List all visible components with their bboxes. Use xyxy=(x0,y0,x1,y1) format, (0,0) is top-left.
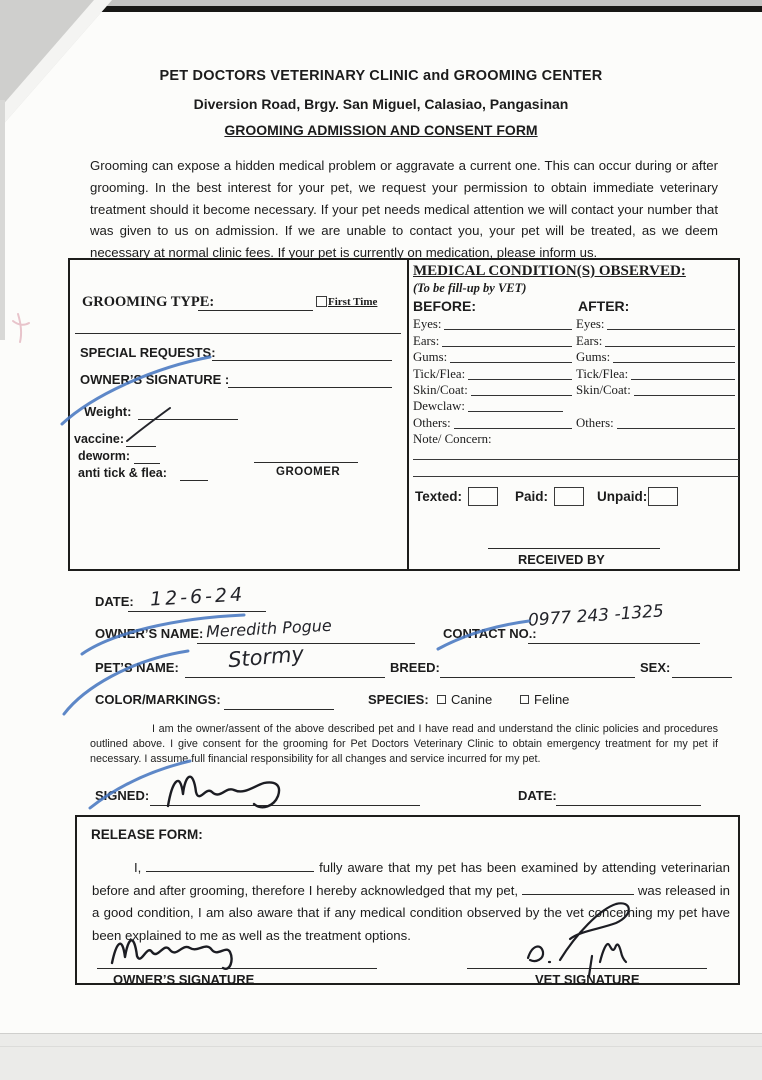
release-form-paragraph xyxy=(92,857,730,947)
medical-row-ears xyxy=(413,332,739,348)
paid-checkbox[interactable] xyxy=(554,487,584,506)
before-skincoat-field[interactable] xyxy=(471,395,572,396)
release-text-part3: was released in a good condition, I am also aware that if any medical condition observed by the vet concerning my pet have been explained to me as well as the treatment options. xyxy=(92,882,730,943)
owner-signature-line[interactable] xyxy=(97,968,377,969)
after-skincoat-field[interactable] xyxy=(634,395,735,396)
release-pet-field[interactable] xyxy=(522,882,634,895)
before-ears-field[interactable] xyxy=(442,346,572,347)
release-form-box xyxy=(75,815,740,985)
after-gums-label: Gums: xyxy=(576,350,611,365)
species-feline-label: Feline xyxy=(534,692,570,707)
special-requests-field[interactable] xyxy=(212,360,392,361)
first-time-checkbox[interactable] xyxy=(316,296,327,307)
anti-tick-flea-field[interactable] xyxy=(180,480,208,481)
vaccine-label: vaccine: xyxy=(74,432,125,446)
pets-name-handwriting: Stormy xyxy=(227,641,305,673)
signed-date-field[interactable] xyxy=(556,805,701,806)
after-column-label: AFTER: xyxy=(578,298,630,314)
groomer-signature-field[interactable] xyxy=(254,462,358,463)
date-handwriting: 12-6-24 xyxy=(149,583,246,611)
breed-field[interactable] xyxy=(440,677,635,678)
grooming-type-extra-line[interactable] xyxy=(75,333,401,334)
weight-label: Weight: xyxy=(84,404,132,419)
received-by-label: RECEIVED BY xyxy=(518,552,605,567)
medical-rows xyxy=(413,316,739,431)
medical-conditions-title: MEDICAL CONDITION(S) OBSERVED: xyxy=(413,263,686,279)
before-gums-field[interactable] xyxy=(450,362,572,363)
after-ears-label: Ears: xyxy=(576,333,603,348)
before-tickflea-field[interactable] xyxy=(468,379,572,380)
date-field[interactable] xyxy=(128,611,266,612)
release-name-field[interactable] xyxy=(146,859,314,872)
weight-field[interactable] xyxy=(138,419,238,420)
vaccine-field[interactable] xyxy=(126,446,156,447)
before-eyes-label: Eyes: xyxy=(413,317,442,332)
medical-row-eyes xyxy=(413,316,739,332)
release-text-part2: fully aware that my pet has been examined by attending veterinarian before and after grooming, therefore I hereby acknowledged that my pet, xyxy=(92,860,730,898)
before-others-field[interactable] xyxy=(454,428,572,429)
release-text-part1: I, xyxy=(134,860,142,875)
groomer-label: GROOMER xyxy=(276,466,341,478)
release-form-title: RELEASE FORM: xyxy=(91,827,203,842)
before-others-label: Others: xyxy=(413,415,451,430)
pets-name-field[interactable] xyxy=(185,677,385,678)
after-others-field[interactable] xyxy=(617,428,735,429)
special-requests-label: SPECIAL REQUESTS: xyxy=(80,345,216,360)
signed-date-label: DATE: xyxy=(518,788,557,803)
before-gums-label: Gums: xyxy=(413,350,448,365)
sex-label: SEX: xyxy=(640,660,671,675)
color-markings-field[interactable] xyxy=(224,709,334,710)
grooming-type-label: GROOMING TYPE: xyxy=(82,294,215,310)
unpaid-checkbox[interactable] xyxy=(648,487,678,506)
after-eyes-label: Eyes: xyxy=(576,317,605,332)
form-title: GROOMING ADMISSION AND CONSENT FORM xyxy=(224,122,538,138)
first-time-label: First Time xyxy=(328,296,378,308)
owner-signature-label: OWNER’S SIGNATURE xyxy=(113,972,255,987)
contact-no-label: CONTACT NO.: xyxy=(443,626,537,641)
after-skincoat-label: Skin/Coat: xyxy=(576,382,631,397)
medical-row-tickflea xyxy=(413,365,739,381)
texted-checkbox[interactable] xyxy=(468,487,498,506)
box-divider xyxy=(407,260,409,569)
medical-row-gums xyxy=(413,349,739,365)
species-canine-checkbox[interactable] xyxy=(437,695,446,704)
owners-name-handwriting: Meredith Pogue xyxy=(205,615,333,642)
medical-row-others xyxy=(413,414,739,430)
unpaid-label: Unpaid: xyxy=(597,489,648,504)
grooming-type-field[interactable] xyxy=(198,310,313,311)
before-column-label: BEFORE: xyxy=(413,298,476,314)
breed-label: BREED: xyxy=(390,660,440,675)
color-markings-label: COLOR/MARKINGS: xyxy=(95,692,221,707)
scan-bottom-line xyxy=(0,1046,762,1047)
consent-paragraph: I am the owner/assent of the above described pet and I have read and understand the clinic policies and procedures outlined above. I give consent for the grooming for Pet Doctors Veterinary Clinic to obtain emergency treatment for my pet if necessary. I assume full financial responsibility for all changes and service incurred for my pet. xyxy=(90,723,718,766)
medical-row-skincoat xyxy=(413,382,739,398)
before-ears-label: Ears: xyxy=(413,333,440,348)
received-by-field[interactable] xyxy=(488,548,660,549)
paid-label: Paid: xyxy=(515,489,549,504)
medical-subtitle: (To be fill-up by VET) xyxy=(413,281,527,295)
after-gums-field[interactable] xyxy=(613,362,735,363)
before-eyes-field[interactable] xyxy=(444,329,572,330)
contact-no-handwriting: 0977 243 -1325 xyxy=(527,601,665,631)
before-skincoat-label: Skin/Coat: xyxy=(413,382,468,397)
vet-signature-label: VET SIGNATURE xyxy=(535,972,640,987)
owners-signature-box-field[interactable] xyxy=(228,387,392,388)
after-ears-field[interactable] xyxy=(605,346,735,347)
note-line-1[interactable] xyxy=(413,459,739,460)
texted-label: Texted: xyxy=(415,489,463,504)
deworm-field[interactable] xyxy=(134,463,160,464)
contact-no-field[interactable] xyxy=(528,643,700,644)
after-tickflea-field[interactable] xyxy=(631,379,735,380)
pets-name-label: PET’S NAME: xyxy=(95,660,179,675)
note-concern-label: Note/ Concern: xyxy=(413,432,492,446)
sex-field[interactable] xyxy=(672,677,732,678)
signed-field[interactable] xyxy=(150,805,420,806)
intro-paragraph: Grooming can expose a hidden medical problem or aggravate a current one. This can occur during or after grooming. In the best interest for your pet, we request your permission to obtain immediate veterinary treatment should it become necessary. If your pet needs medical attention we will contact your number that was given to us on admission. If we are unable to contact you, your pet will be treated, as we deem necessary at normal clinic fees. If your pet is currently on medication, please inform us. xyxy=(90,158,718,261)
owners-signature-box-label: OWNER’S SIGNATURE : xyxy=(80,372,230,387)
scan-shadow-line xyxy=(86,6,762,12)
vet-signature-line[interactable] xyxy=(467,968,707,969)
scan-bottom-edge-artifact xyxy=(0,1033,762,1080)
before-dewclaw-field[interactable] xyxy=(468,411,563,412)
species-label: SPECIES: xyxy=(368,692,429,707)
owners-name-label: OWNER’S NAME: xyxy=(95,626,204,641)
admission-details-box xyxy=(68,258,740,571)
after-tickflea-label: Tick/Flea: xyxy=(576,366,629,381)
species-canine-label: Canine xyxy=(451,692,493,707)
owners-name-field[interactable] xyxy=(197,643,415,644)
note-line-2[interactable] xyxy=(413,476,739,477)
signed-label: SIGNED: xyxy=(95,788,150,803)
after-eyes-field[interactable] xyxy=(607,329,735,330)
clinic-name-title: PET DOCTORS VETERINARY CLINIC and GROOMING CENTER xyxy=(159,68,603,84)
species-feline-checkbox[interactable] xyxy=(520,695,529,704)
deworm-label: deworm: xyxy=(78,449,131,463)
before-tickflea-label: Tick/Flea: xyxy=(413,366,466,381)
after-others-label: Others: xyxy=(576,415,614,430)
clinic-address: Diversion Road, Brgy. San Miguel, Calasiao, Pangasinan xyxy=(193,96,569,112)
medical-row-dewclaw xyxy=(413,398,739,414)
before-dewclaw-label: Dewclaw: xyxy=(413,399,465,414)
date-label: DATE: xyxy=(95,594,134,609)
anti-tick-flea-label: anti tick & flea: xyxy=(78,466,167,480)
